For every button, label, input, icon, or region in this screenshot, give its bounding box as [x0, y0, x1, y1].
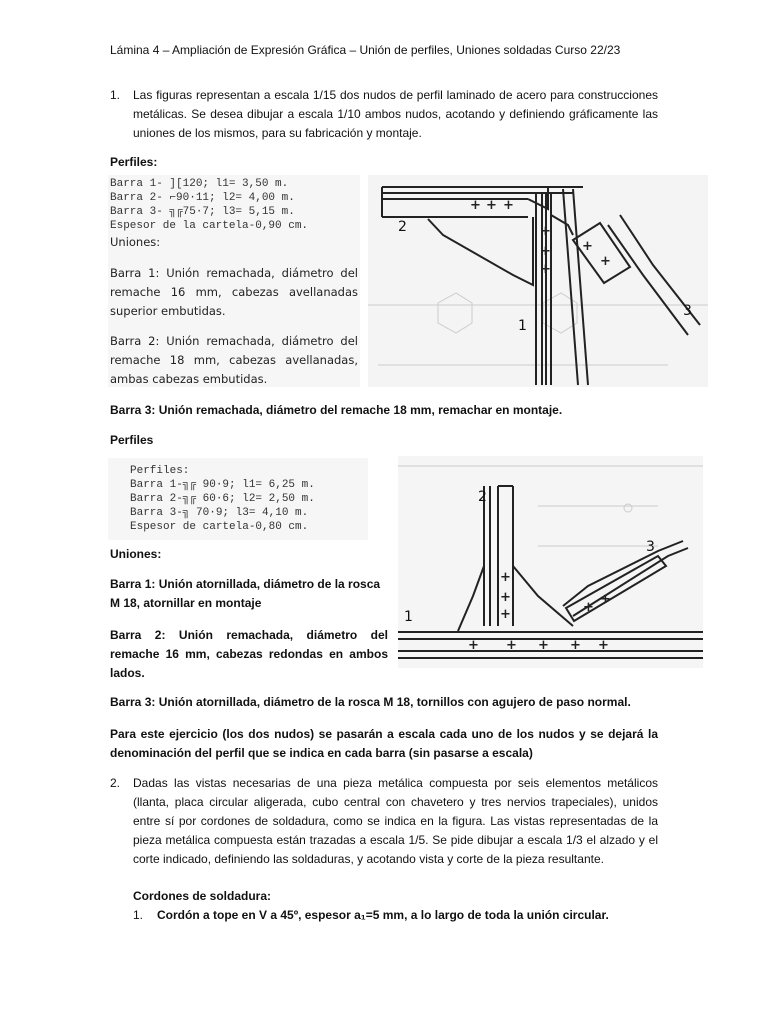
- page-header: Lámina 4 – Ampliación de Expresión Gráfica – Unión de perfiles, Uniones soldadas Curso 22/23: [110, 43, 621, 57]
- svg-text:+: +: [582, 239, 593, 254]
- node2-barra1-text: Barra 1: Unión atornillada, diámetro de la rosca M 18, atornillar en montaje: [110, 577, 381, 610]
- node1-barra3-text: Barra 3: Unión remachada, diámetro del remache 18 mm, remachar en montaje.: [110, 403, 563, 417]
- node1-profile-line: Barra 2- ⌐90·11; l2= 4,00 m.: [110, 192, 295, 204]
- cordones-label: Cordones de soldadura:: [133, 889, 272, 903]
- node2-profile-line: Espesor de cartela-0,80 cm.: [130, 521, 309, 533]
- svg-text:+: +: [538, 638, 549, 653]
- node1-fig-label-2: 2: [398, 219, 407, 235]
- svg-text:+: +: [470, 198, 481, 213]
- node1-barra2-text: Barra 2: Unión remachada, diámetro del remache 18 mm, cabezas avellanadas, ambas cabezas embutidas.: [110, 334, 358, 386]
- node1-uniones-label: Uniones:: [110, 235, 161, 249]
- exercise-2-text: Dadas las vistas necesarias de una pieza metálica compuesta por seis elementos metálicos (llanta, placa circular aligerada, cubo central con chavetero y tres nervios trapeciales), unidos entre sí por cordones de soldadura, como se indica en la figura. Las vistas representadas de la pieza metálica compuesta están trazadas a escala 1/5. Se pide dibujar a escala 1/3 el alzado y el corte indicado, definiendo las soldaduras, y acotando vista y corte de la pieza resultante.: [133, 776, 658, 866]
- svg-text:+: +: [503, 198, 514, 213]
- node2-barra3-text: Barra 3: Unión atornillada, diámetro de la rosca M 18, tornillos con agujero de paso normal.: [110, 695, 631, 709]
- node1-profile-line: Barra 1- ][120; l1= 3,50 m.: [110, 178, 289, 190]
- node1-profile-line: Espesor de la cartela-0,90 cm.: [110, 220, 309, 232]
- node1-figure: [368, 175, 708, 387]
- node1-scan-text: [108, 175, 360, 387]
- node2-barra2-text: Barra 2: Unión remachada, diámetro del remache 16 mm, cabezas redondas en ambos lados.: [110, 628, 388, 680]
- node1-perfiles-label: Perfiles:: [110, 155, 158, 169]
- svg-text:+: +: [500, 590, 511, 605]
- svg-text:+: +: [540, 262, 551, 277]
- svg-text:+: +: [598, 638, 609, 653]
- exercise-1-text: Las figuras representan a escala 1/15 dos nudos de perfil laminado de acero para construcciones metálicas. Se desea dibujar a escala 1/10 ambos nudos, acotando y definiendo gráficamente las uniones de los mismos, para su fabricación y montaje.: [133, 88, 658, 140]
- cordon-item-number: 1.: [133, 908, 144, 922]
- svg-text:+: +: [500, 570, 511, 585]
- node2-uniones-label: Uniones:: [110, 547, 162, 561]
- node2-fig-label-1: 1: [404, 609, 413, 625]
- node1-fig-label-3: 3: [683, 303, 692, 319]
- svg-text:+: +: [600, 254, 611, 269]
- svg-text:+: +: [570, 638, 581, 653]
- node2-profile-line: Perfiles:: [130, 465, 190, 477]
- exercise-1-number: 1.: [110, 88, 121, 102]
- node2-profile-line: Barra 2-╗╔ 60·6; l2= 2,50 m.: [130, 493, 315, 505]
- svg-text:+: +: [540, 224, 551, 239]
- node1-profile-line: Barra 3- ╗╔75·7; l3= 5,15 m.: [110, 206, 295, 218]
- exercise-2-number: 2.: [110, 776, 121, 790]
- svg-text:+: +: [583, 600, 594, 615]
- node2-fig-label-3: 3: [646, 539, 655, 555]
- svg-text:+: +: [506, 638, 517, 653]
- node1-barra1-text: Barra 1: Unión remachada, diámetro del remache 16 mm, cabezas avellanadas superior embutidas.: [110, 266, 358, 318]
- svg-text:+: +: [468, 638, 479, 653]
- node2-perfiles-label: Perfiles: [110, 433, 154, 447]
- node1-fig-label-1: 1: [518, 318, 527, 334]
- node2-fig-label-2: 2: [478, 489, 487, 505]
- cordon-item-text: Cordón a tope en V a 45º, espesor a₁=5 mm, a lo largo de toda la unión circular.: [157, 908, 609, 922]
- svg-text:+: +: [600, 592, 611, 607]
- svg-text:+: +: [486, 198, 497, 213]
- exercise-note: Para este ejercicio (los dos nudos) se pasarán a escala cada uno de los nudos y se dejará la denominación del perfil que se indica en cada barra (sin pasarse a escala): [110, 727, 658, 760]
- node2-profile-line: Barra 1-╗╔ 90·9; l1= 6,25 m.: [130, 479, 315, 491]
- svg-text:+: +: [540, 244, 551, 259]
- node2-figure: [398, 456, 703, 668]
- svg-text:+: +: [500, 607, 511, 622]
- node2-profile-line: Barra 3-╗ 70·9; l3= 4,10 m.: [130, 507, 309, 519]
- node2-scan-text: [108, 458, 368, 540]
